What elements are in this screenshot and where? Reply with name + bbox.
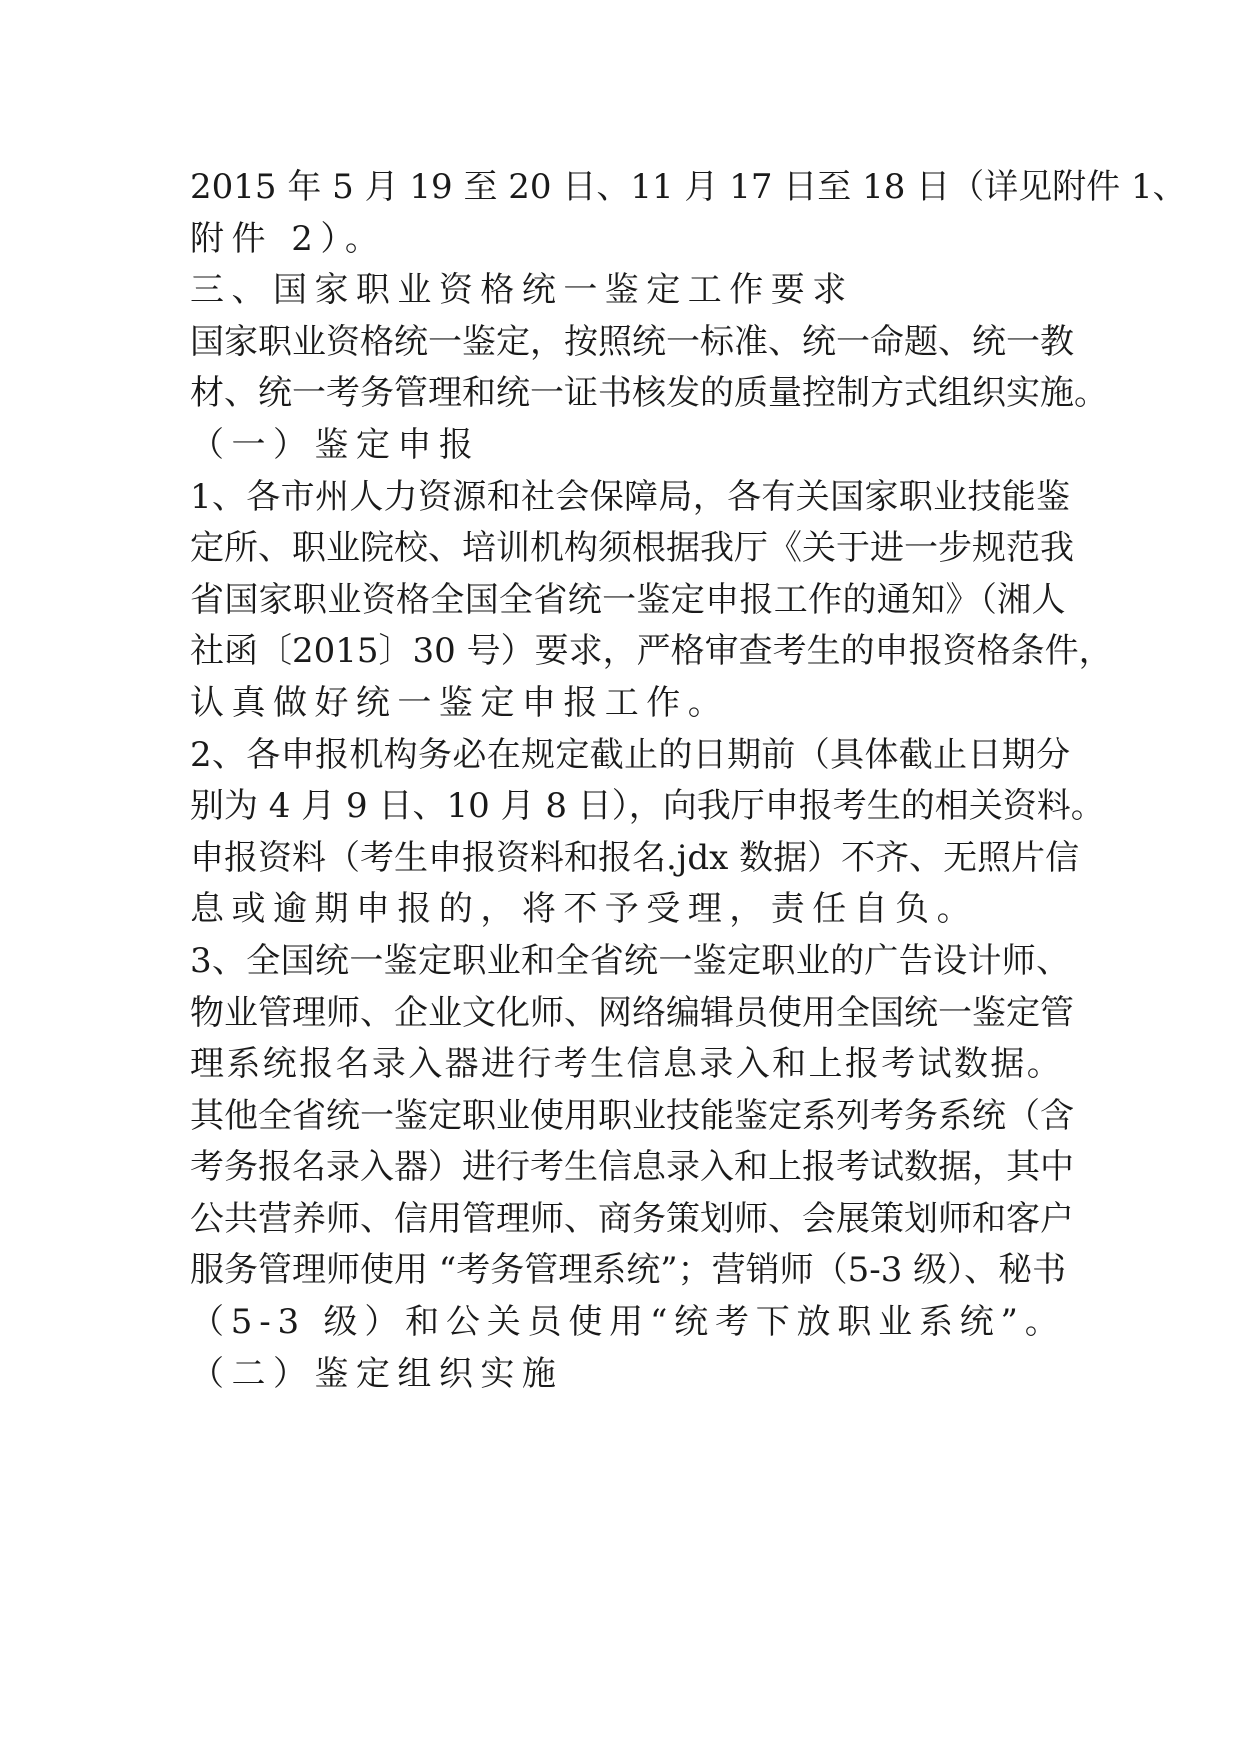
text-line: 理系统报名录入器进行考生信息录入和上报考试数据。 bbox=[190, 1044, 1064, 1085]
text-line: 2、各申报机构务必在规定截止的日期前（具体截止日期分 bbox=[190, 734, 1071, 775]
text-line: （5-3 级）和公关员使用“统考下放职业系统”。 bbox=[190, 1302, 1066, 1343]
text-line: 材、统一考务管理和统一证书核发的质量控制方式组织实施。 bbox=[190, 373, 1108, 414]
text-line: 息或逾期申报的，将不予受理，责任自负。 bbox=[190, 889, 979, 930]
text-line: 国家职业资格统一鉴定，按照统一标准、统一命题、统一教 bbox=[190, 321, 1074, 362]
text-line: 2015 年 5 月 19 至 20 日、11 月 17 日至 18 日（详见附件 1、 bbox=[190, 167, 1187, 207]
text-line: 社函〔2015〕30 号）要求，严格审查考生的申报资格条件， bbox=[190, 631, 1113, 672]
text-line: 省国家职业资格全国全省统一鉴定申报工作的通知》（湘人 bbox=[190, 579, 1066, 620]
text-line: 认真做好统一鉴定申报工作。 bbox=[190, 682, 730, 723]
text-line: 服务管理师使用 “考务管理系统”；营销师（5-3 级）、秘书 bbox=[190, 1250, 1067, 1291]
text-line: 3、全国统一鉴定职业和全省统一鉴定职业的广告设计师、 bbox=[190, 940, 1071, 981]
section-heading: 三、国家职业资格统一鉴定工作要求 bbox=[190, 270, 854, 311]
text-line: 物业管理师、企业文化师、网络编辑员使用全国统一鉴定管 bbox=[190, 992, 1074, 1033]
text-line: 附件 2）。 bbox=[190, 218, 387, 259]
text-line: 定所、职业院校、培训机构须根据我厅《关于进一步规范我 bbox=[190, 528, 1074, 569]
subsection-heading: （一）鉴定申报 bbox=[190, 424, 481, 465]
text-line: 公共营养师、信用管理师、商务策划师、会展策划师和客户 bbox=[190, 1198, 1074, 1239]
text-line: 申报资料（考生申报资料和报名.jdx 数据）不齐、无照片信 bbox=[190, 837, 1080, 878]
text-line: 别为 4 月 9 日、10 月 8 日），向我厅申报考生的相关资料。 bbox=[190, 786, 1105, 827]
document-body bbox=[190, 162, 1187, 1400]
text-line: 其他全省统一鉴定职业使用职业技能鉴定系列考务系统（含 bbox=[190, 1095, 1074, 1136]
subsection-heading: （二）鉴定组织实施 bbox=[190, 1353, 564, 1394]
text-line: 1、各市州人力资源和社会保障局，各有关国家职业技能鉴 bbox=[190, 476, 1071, 517]
text-line: 考务报名录入器）进行考生信息录入和上报考试数据，其中 bbox=[190, 1147, 1074, 1188]
